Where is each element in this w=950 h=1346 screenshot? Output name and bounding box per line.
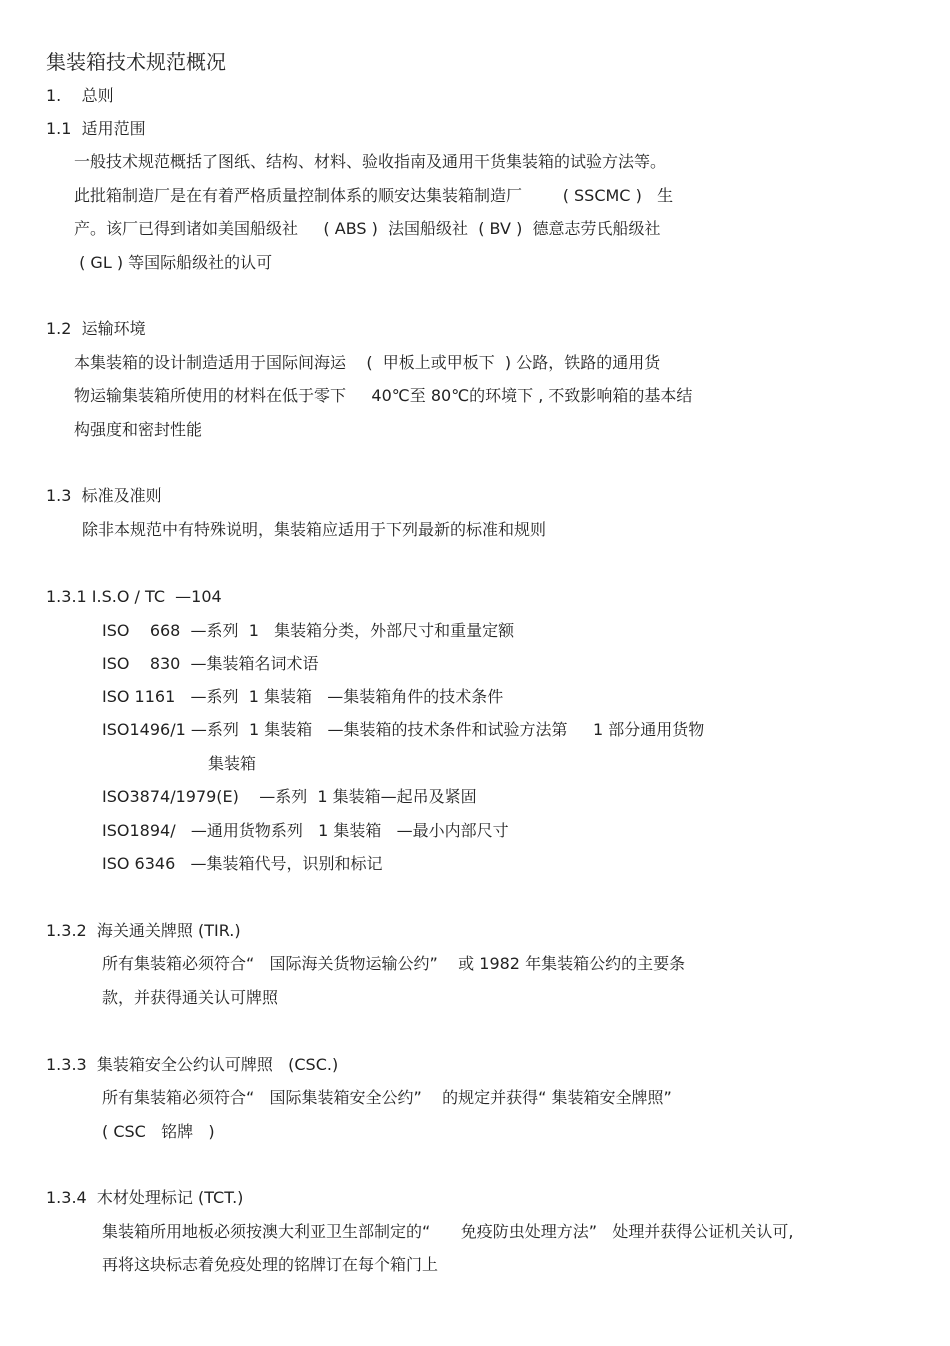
section-1-heading: 1. 总则 xyxy=(46,86,114,105)
section-1-3-2-line: 款，并获得通关认可牌照 xyxy=(102,988,279,1007)
section-1-1-line: ( GL ) 等国际船级社的认可 xyxy=(74,253,273,272)
standard-item: ISO1894/ —通用货物系列 1 集装箱 —最小内部尺寸 xyxy=(102,821,509,840)
section-1-3-2-line: 所有集装箱必须符合“ 国际海关货物运输公约” 或 1982 年集装箱公约的主要条 xyxy=(102,954,686,973)
section-1-3-heading: 1.3 标准及准则 xyxy=(46,486,162,505)
section-1-1-line: 此批箱制造厂是在有着严格质量控制体系的顺安达集装箱制造厂 ( SSCMC ) 生 xyxy=(74,186,674,205)
section-1-3-3-line: 所有集装箱必须符合“ 国际集装箱安全公约” 的规定并获得“ 集装箱安全牌照” xyxy=(102,1088,672,1107)
section-1-2-line: 物运输集装箱所使用的材料在低于零下 40℃至 80℃的环境下 , 不致影响箱的基本结 xyxy=(74,386,693,405)
section-1-3-4-line: 再将这块标志着免疫处理的铭牌订在每个箱门上 xyxy=(102,1255,439,1274)
standard-item: ISO1496/1 —系列 1 集装箱 —集装箱的技术条件和试验方法第 1 部分通用货物 xyxy=(102,720,705,739)
section-1-1-line: 产。该厂已得到诸如美国船级社 ( ABS ) 法国船级社 ( BV ) 德意志劳氏船级社 xyxy=(74,219,661,238)
section-1-2-line: 构强度和密封性能 xyxy=(74,420,203,439)
section-1-3-3-line: ( CSC 铭牌 ) xyxy=(102,1122,215,1141)
document-title: 集装箱技术规范概况 xyxy=(46,50,226,74)
section-1-3-line: 除非本规范中有特殊说明，集装箱应适用于下列最新的标准和规则 xyxy=(82,520,547,539)
section-1-3-1-heading: 1.3.1 I.S.O / TC —104 xyxy=(46,587,222,606)
section-1-3-4-heading: 1.3.4 木材处理标记 (TCT.) xyxy=(46,1188,244,1207)
section-1-2-heading: 1.2 运输环境 xyxy=(46,319,146,338)
standard-item-continuation: 集装箱 xyxy=(208,754,257,773)
section-1-2-line: 本集装箱的设计制造适用于国际间海运 ( 甲板上或甲板下 ) 公路，铁路的通用货 xyxy=(74,353,661,372)
standard-item: ISO 830 —集装箱名词术语 xyxy=(102,654,319,673)
section-1-1-line: 一般技术规范概括了图纸、结构、材料、验收指南及通用干货集装箱的试验方法等。 xyxy=(74,152,667,171)
standard-item: ISO 1161 —系列 1 集装箱 —集装箱角件的技术条件 xyxy=(102,687,504,706)
standard-item: ISO 6346 —集装箱代号，识别和标记 xyxy=(102,854,383,873)
section-1-3-2-heading: 1.3.2 海关通关牌照 (TIR.) xyxy=(46,921,241,940)
section-1-3-4-line: 集装箱所用地板必须按澳大利亚卫生部制定的“ 免疫防虫处理方法” 处理并获得公证机关认可, xyxy=(102,1222,794,1241)
section-1-1-heading: 1.1 适用范围 xyxy=(46,119,146,138)
standard-item: ISO3874/1979(E) —系列 1 集装箱—起吊及紧固 xyxy=(102,787,477,806)
section-1-3-3-heading: 1.3.3 集装箱安全公约认可牌照 (CSC.) xyxy=(46,1055,339,1074)
standard-item: ISO 668 —系列 1 集装箱分类，外部尺寸和重量定额 xyxy=(102,621,515,640)
